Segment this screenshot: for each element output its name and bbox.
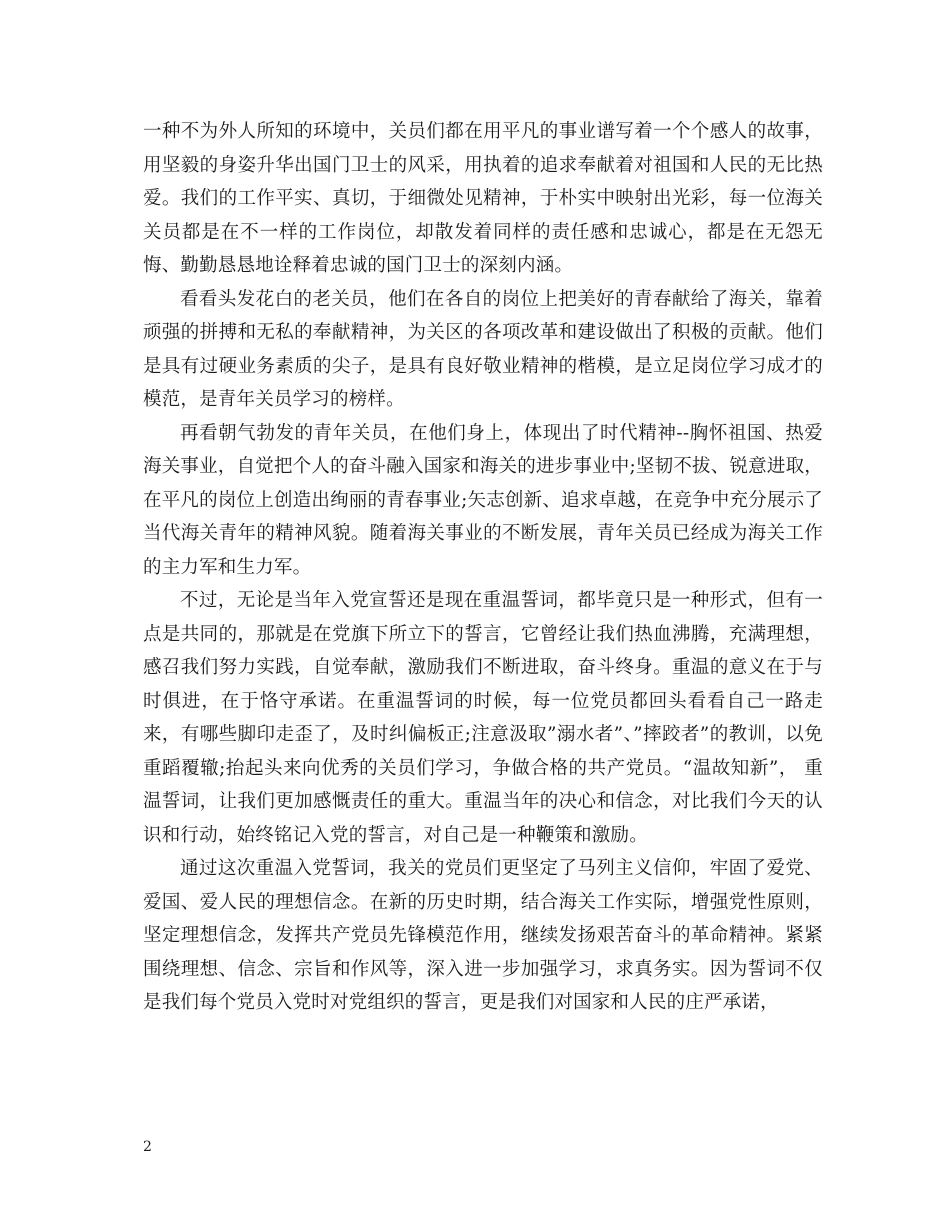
paragraph-conclusion: 通过这次重温入党誓词，我关的党员们更坚定了马列主义信仰，牢固了爱党、爱国、爱人民的理想信念。在新的历史时期，结合海关工作实际，增强党性原则，坚定理想信念，发挥共产党员先锋模范作用，继续发扬艰苦奋斗的革命精神。紧紧围绕理想、信念、宗旨和作风等，深入进一步加强学习，求真务实。因为誓词不仅是我们每个党员入党时对党组织的誓言，更是我们对国家和人民的庄严承诺，: [143, 858, 823, 1013]
document-body: [143, 115, 823, 1020]
paragraph-young-officers: 再看朝气勃发的青年关员，在他们身上，体现出了时代精神--胸怀祖国、热爱海关事业，自觉把个人的奋斗融入国家和海关的进步事业中;坚韧不拔、锐意进取，在平凡的岗位上创造出绚丽的青春事业;矢志创新、追求卓越，在竞争中充分展示了当代海关青年的精神风貌。随着海关事业的不断发展，青年关员已经成为海关工作的主力军和生力军。: [143, 422, 823, 578]
paragraph-continuation: 一种不为外人所知的环境中，关员们都在用平凡的事业谱写着一个个感人的故事，用坚毅的身姿升华出国门卫士的风采，用执着的追求奉献着对祖国和人民的无比热爱。我们的工作平实、真切，于细微处见精神，于朴实中映射出光彩，每一位海关关员都是在不一样的工作岗位，却散发着同样的责任感和忠诚心，都是在无怨无悔、勤勤恳恳地诠释着忠诚的国门卫士的深刻内涵。: [143, 121, 823, 276]
page-number: 2: [143, 1139, 152, 1155]
paragraph-oath-meaning: 不过，无论是当年入党宣誓还是现在重温誓词，都毕竟只是一种形式，但有一点是共同的，那就是在党旗下所立下的誓言，它曾经让我们热血沸腾，充满理想，感召我们努力实践，自觉奉献，激励我们不断进取，奋斗终身。重温的意义在于与时俱进，在于恪守承诺。在重温誓词的时候，每一位党员都回头看看自己一路走来，有哪些脚印走歪了，及时纠偏板正;注意汲取”溺水者”、”摔跤者”的教训，以免重蹈覆辙;抬起头来向优秀的关员们学习，争做合格的共产党员。“温故知新”， 重温誓词，让我们更加感慨责任的重大。重温当年的决心和信念，对比我们今天的认识和行动，始终铭记入党的誓言，对自己是一种鞭策和激励。: [143, 590, 823, 846]
paragraph-veteran-officers: 看看头发花白的老关员，他们在各自的岗位上把美好的青春献给了海关，靠着顽强的拼搏和无私的奉献精神，为关区的各项改革和建设做出了积极的贡献。他们是具有过硬业务素质的尖子，是具有良好敬业精神的楷模，是立足岗位学习成才的模范，是青年关员学习的榜样。: [143, 288, 823, 410]
